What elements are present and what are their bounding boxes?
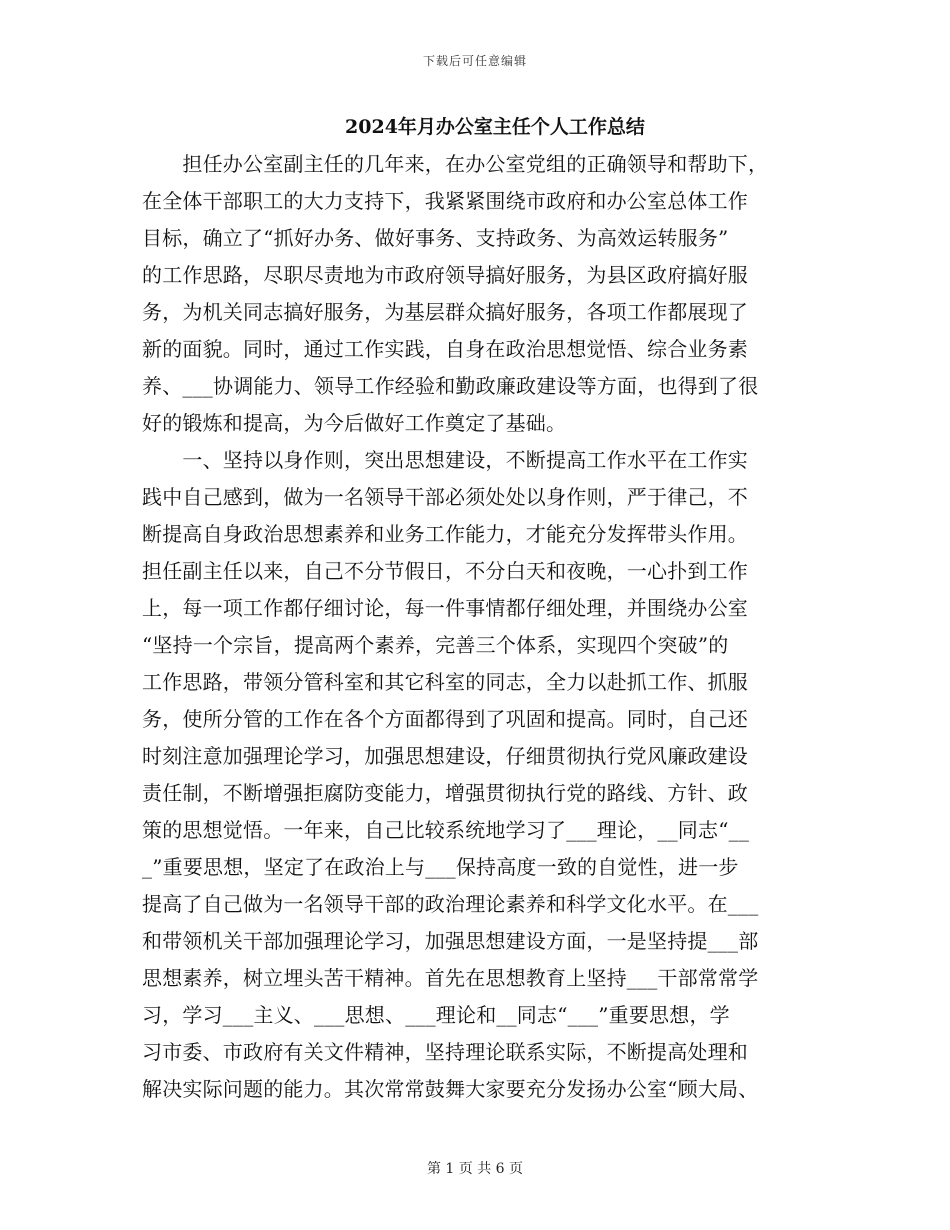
body-line: 思想素养，树立埋头苦干精神。首先在思想教育上坚持___干部常常学 (142, 966, 759, 990)
body-line: 解决实际问题的能力。其次常常鼓舞大家要充分发扬办公室“顾大局、 (142, 1077, 759, 1101)
body-line: 责任制，不断增强拒腐防变能力，增强贯彻执行党的路线、方针、政 (142, 781, 748, 805)
body-line: “坚持一个宗旨，提高两个素养，完善三个体系，实现四个突破”的 (142, 633, 729, 657)
body-line: 养、___协调能力、领导工作经验和勤政廉政建设等方面，也得到了很 (142, 374, 759, 398)
body-line: _”重要思想，坚定了在政治上与___保持高度一致的自觉性，进一步 (142, 855, 739, 879)
body-line: 时刻注意加强理论学习，加强思想建设，仔细贯彻执行党风廉政建设 (142, 744, 748, 768)
document-body (142, 146, 812, 1108)
body-line: 提高了自己做为一名领导干部的政治理论素养和科学文化水平。在___ (142, 892, 759, 916)
body-line: 策的思想觉悟。一年来，自己比较系统地学习了___理论，__同志“__ (142, 818, 750, 842)
body-line: 务，为机关同志搞好服务，为基层群众搞好服务，各项工作都展现了 (142, 300, 748, 324)
page-header-note: 下载后可任意编辑 (422, 54, 527, 68)
body-line: 和带领机关干部加强理论学习，加强思想建设方面，一是坚持提___部 (142, 929, 759, 953)
body-line: 工作思路，带领分管科室和其它科室的同志，全力以赴抓工作、抓服 (142, 670, 748, 694)
body-line: 在全体干部职工的大力支持下，我紧紧围绕市政府和办公室总体工作 (142, 189, 748, 213)
body-line: 目标，确立了“抓好办务、做好事务、支持政务、为高效运转服务” (142, 226, 729, 250)
body-line: 上，每一项工作都仔细讨论，每一件事情都仔细处理，并围绕办公室 (142, 596, 748, 620)
body-line: 的工作思路，尽职尽责地为市政府领导搞好服务，为县区政府搞好服 (142, 263, 748, 287)
body-line: 一、坚持以身作则，突出思想建设，不断提高工作水平在工作实 (142, 448, 748, 472)
body-line: 习，学习___主义、___思想、___理论和__同志“___”重要思想，学 (142, 1003, 730, 1027)
body-line: 新的面貌。同时，通过工作实践，自身在政治思想觉悟、综合业务素 (142, 337, 748, 361)
document-title: 2024年月办公室主任个人工作总结 (345, 116, 645, 138)
body-line: 好的锻炼和提高，为今后做好工作奠定了基础。 (142, 411, 567, 435)
body-line: 习市委、市政府有关文件精神，坚持理论联系实际，不断提高处理和 (142, 1040, 748, 1064)
body-line: 践中自己感到，做为一名领导干部必须处处以身作则，严于律己，不 (142, 485, 748, 509)
body-line: 务，使所分管的工作在各个方面都得到了巩固和提高。同时，自己还 (142, 707, 748, 731)
body-line: 担任办公室副主任的几年来，在办公室党组的正确领导和帮助下， (142, 152, 769, 176)
page-number-footer: 第 1 页 共 6 页 (426, 1161, 524, 1177)
body-line: 担任副主任以来，自己不分节假日，不分白天和夜晚，一心扑到工作 (142, 559, 748, 583)
body-line: 断提高自身政治思想素养和业务工作能力，才能充分发挥带头作用。 (142, 522, 748, 546)
